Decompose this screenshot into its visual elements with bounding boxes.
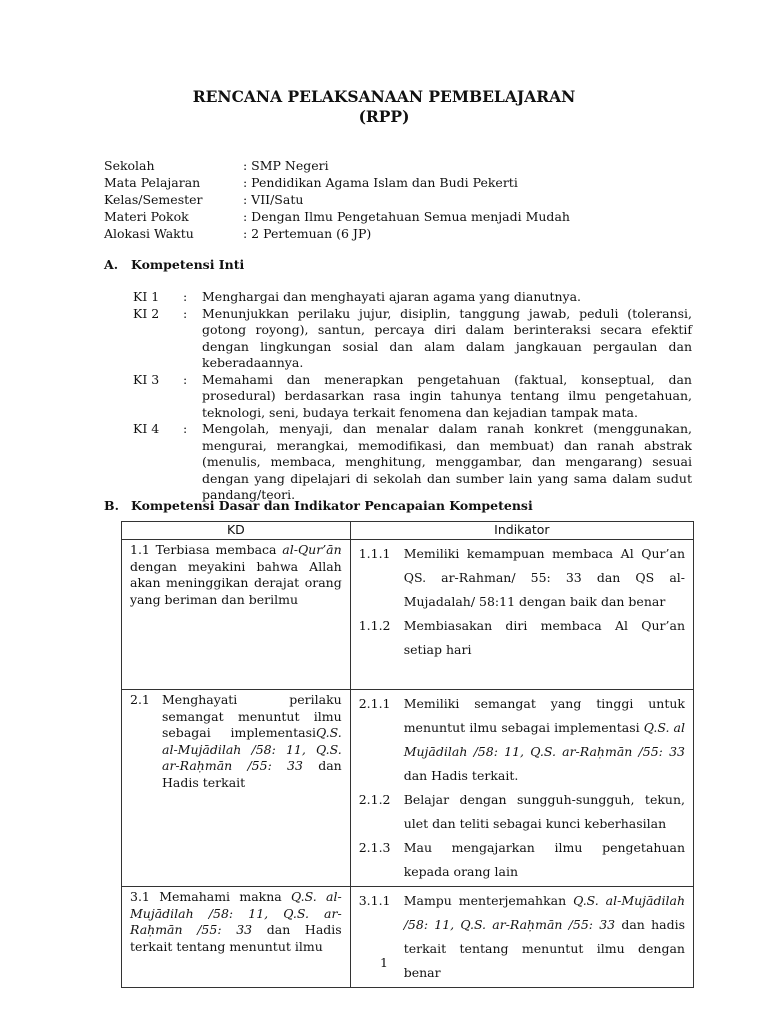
column-header-kd: KD	[122, 522, 351, 540]
indicator-number: 1.1.1	[358, 546, 391, 561]
table-row	[122, 540, 694, 690]
info-key: Mata Pelajaran	[104, 175, 201, 190]
indicator-item	[359, 542, 685, 614]
kd-text	[130, 692, 342, 791]
column-header-indikator: Indikator	[350, 522, 693, 540]
indicator-text: dan hadis terkait tentang menuntut ilmu dengan benar	[403, 917, 685, 980]
indicator-text: Belajar dengan sungguh-sungguh, tekun, ulet dan teliti sebagai kunci keberhasilan	[403, 792, 685, 831]
info-row-alokasi-waktu	[104, 226, 704, 243]
indicator-italic-ref: Q.S. al-Mujādilah /58: 11, Q.S. ar-Raḥmān /55: 33	[403, 893, 685, 932]
table-row	[122, 690, 694, 887]
kd-text-part: dengan meyakini bahwa Allah akan meninggikan derajat orang yang beriman dan berilmu	[130, 558, 342, 607]
ki-colon: :	[183, 371, 188, 387]
section-title: Kompetensi Dasar dan Indikator Pencapaian Kompetensi	[131, 498, 533, 513]
ki-code: KI 3	[133, 371, 160, 387]
identity-block	[104, 158, 704, 243]
indicator-text: Memiliki kemampuan membaca Al Qur’an QS. ar-Rahman/ 55: 33 dan QS al-Mujadalah/ 58:11 dengan baik dan benar	[403, 546, 685, 609]
indicator-text: dan Hadis terkait.	[403, 768, 519, 783]
kd-indicator-table	[121, 521, 694, 988]
kd-italic-ref: al-Qur’ān	[282, 542, 342, 557]
section-title: Kompetensi Inti	[131, 257, 245, 272]
info-row-materi-pokok	[104, 209, 704, 226]
kd-text-part: Terbiasa membaca	[149, 542, 283, 557]
kd-cell	[122, 690, 351, 887]
info-row-mata-pelajaran	[104, 175, 704, 192]
indicator-cell	[350, 887, 693, 988]
info-value: : SMP Negeri	[243, 158, 329, 173]
ki-item-2	[133, 306, 692, 372]
document-title: RENCANA PELAKSANAAN PEMBELAJARAN	[192, 87, 576, 106]
ki-colon: :	[183, 289, 188, 304]
kd-text	[130, 889, 342, 955]
kd-number: 1.1	[130, 542, 150, 557]
indicator-italic-ref: Q.S. al Mujādilah /58: 11, Q.S. ar-Raḥmān /55: 33	[403, 720, 685, 759]
table-row	[122, 887, 694, 988]
ki-text: Menghargai dan menghayati ajaran agama yang dianutnya.	[202, 289, 582, 304]
kd-cell	[122, 887, 351, 988]
ki-code: KI 4	[133, 421, 160, 436]
indicator-text: Mampu menterjemahkan	[403, 893, 574, 908]
info-row-sekolah	[104, 158, 704, 175]
info-key: Kelas/Semester	[104, 192, 203, 207]
indicator-item	[359, 788, 685, 836]
kd-text-part: Menghayati perilaku semangat menuntut ilmu sebagai implementasi	[162, 692, 342, 740]
page-number: 1	[380, 955, 388, 970]
kd-number: 2.1	[130, 692, 150, 707]
ki-text: Mengolah, menyaji, dan menalar dalam ranah konkret (menggunakan, mengurai, merangkai, memodifikasi, dan membuat) dan ranah abstrak (menulis, membaca, menghitung, menggambar, dan mengarang) sesuai dengan yang dipelajari di sekolah dan sumber lain yang sama dalam sudut pandang/teori.	[202, 421, 692, 502]
document-subtitle: (RPP)	[358, 107, 410, 126]
section-heading-kompetensi-dasar	[104, 498, 533, 515]
kd-italic-ref: Q.S. al-Mujādilah /58: 11, Q.S. ar-Raḥmān /55: 33	[162, 725, 342, 773]
kd-text-part: dan Hadis terkait	[162, 758, 342, 790]
section-heading-kompetensi-inti	[104, 257, 244, 274]
kd-italic-ref: Q.S. al-Mujādilah /58: 11, Q.S. ar-Raḥmān /55: 33	[130, 889, 342, 937]
indicator-number: 2.1.3	[358, 840, 391, 855]
section-number: B.	[104, 498, 119, 513]
indicator-cell	[350, 690, 693, 887]
indicator-text: Memiliki semangat yang tinggi untuk menuntut ilmu sebagai implementasi	[403, 696, 685, 735]
ki-colon: :	[183, 305, 188, 321]
indicator-item	[359, 692, 685, 788]
info-value: : Pendidikan Agama Islam dan Budi Pekerti	[243, 175, 518, 190]
kd-text-part: Memahami makna	[149, 889, 292, 904]
kd-cell	[122, 540, 351, 690]
indicator-item	[359, 614, 685, 662]
ki-item-3	[133, 372, 692, 422]
indicator-number: 1.1.2	[358, 618, 391, 633]
info-key: Alokasi Waktu	[104, 226, 194, 241]
indicator-cell	[350, 540, 693, 690]
kd-text-part: dan Hadis terkait tentang menuntut ilmu	[130, 922, 342, 954]
ki-colon: :	[183, 421, 188, 436]
info-key: Sekolah	[104, 158, 155, 173]
ki-list	[133, 289, 692, 504]
kd-number: 3.1	[130, 889, 150, 904]
indicator-number: 2.1.2	[358, 792, 391, 807]
info-value: : VII/Satu	[243, 192, 304, 207]
kd-text	[130, 542, 342, 608]
indicator-text: Membiasakan diri membaca Al Qur’an setiap hari	[403, 618, 685, 657]
ki-code: KI 1	[133, 289, 160, 304]
table-header-row	[122, 522, 694, 540]
section-number: A.	[104, 257, 119, 272]
ki-text: Memahami dan menerapkan pengetahuan (faktual, konseptual, dan prosedural) berdasarkan rasa ingin tahunya tentang ilmu pengetahuan, teknologi, seni, budaya terkait fenomena dan kejadian tampak mata.	[202, 371, 692, 420]
indicator-item	[359, 836, 685, 884]
indicator-number: 3.1.1	[358, 893, 391, 908]
ki-code: KI 2	[133, 305, 160, 321]
ki-item-1	[133, 289, 692, 306]
ki-item-4	[133, 421, 692, 504]
info-value: : Dengan Ilmu Pengetahuan Semua menjadi Mudah	[243, 209, 570, 224]
info-key: Materi Pokok	[104, 209, 189, 224]
ki-text: Menunjukkan perilaku jujur, disiplin, tanggung jawab, peduli (toleransi, gotong royong), santun, percaya diri dalam berinteraksi secara efektif dengan lingkungan sosial dan alam dalam jangkauan pergaulan dan keberadaannya.	[202, 305, 692, 370]
info-row-kelas-semester	[104, 192, 704, 209]
indicator-text: Mau mengajarkan ilmu pengetahuan kepada orang lain	[403, 840, 685, 879]
info-value: : 2 Pertemuan (6 JP)	[243, 226, 372, 241]
indicator-number: 2.1.1	[358, 696, 391, 711]
